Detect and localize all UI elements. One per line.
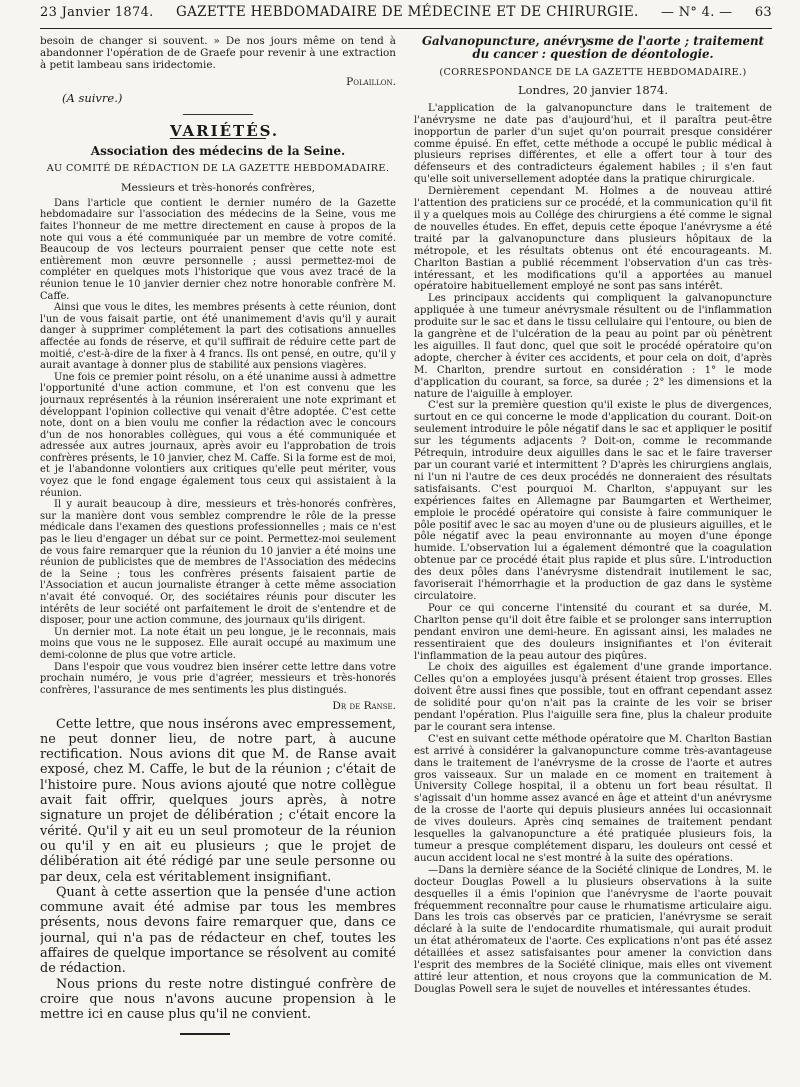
divider: [183, 114, 253, 115]
right-column: [414, 35, 772, 1075]
left-column: [40, 35, 396, 1075]
correspondence-label: (CORRESPONDANCE DE LA GAZETTE HEBDOMADAIRE.): [439, 67, 747, 78]
right-article-title: Galvanopuncture, anévrysme de l'aorte ; traitement du cancer : question de déontologie.: [421, 35, 765, 61]
body-paragraph: Pour ce qui concerne l'intensité du courant et sa durée, M. Charlton pense qu'il doit être faible et se prolonger sans interruption pendant environ une demi-heure. En agissant ainsi, les malades ne ressentiraient que des douleurs insignifiantes et l'on éviterait l'inflammation de la peau autour des piqûres.: [414, 602, 772, 662]
header-date: 23 Janvier 1874.: [40, 5, 154, 20]
body-paragraph: Dernièrement cependant M. Holmes a de nouveau attiré l'attention des praticiens sur ce procédé, et la communication qu'il fit il y a quelques mois au Collége des chirurgiens a été comme le signal de nouvelles études. En effet, depuis cette époque l'anévrysme a été traité par la galvanopuncture dans plusieurs hôpitaux de la métropole, et les résultats obtenus ont été encourageants. M. Charlton Bastian a publié récemment l'observation d'un cas très-intéressant, et les modifications qu'il a apportées au manuel opératoire habituellement employé ne sont pas sans intérêt.: [414, 186, 772, 293]
letter-paragraph: Dans l'espoir que vous voudrez bien insérer cette lettre dans votre prochain numéro, je vous prie d'agréer, messieurs et très-honorés confrères, l'assurance de mes sentiments les plus distingués.: [40, 661, 396, 696]
page-header: [40, 0, 772, 29]
issue-number: — N° 4. —: [661, 5, 733, 20]
body-paragraph: C'est en suivant cette méthode opératoire que M. Charlton Bastian est arrivé à considérer la galvanopuncture comme très-avantageuse dans le traitement de l'anévrysme de la crosse de l'aorte et autres gros vaisseaux. Sur un malade en ce moment en traitement à University College hospital, il a obtenu un fort beau résultat. Il s'agissait d'un homme assez avancé en âge et atteint d'un anévrysme de la crosse de l'aorte qui depuis plusieurs années lui occasionnait de vives douleurs. Après cinq semaines de traitement pendant lesquelles la galvanopuncture a été pratiquée plusieurs fois, la tumeur a presque complétement disparu, les douleurs ont cessé et aucun accident local ne s'est montré à la suite des opérations.: [414, 733, 772, 864]
section-title: VARIÉTÉS.: [170, 122, 280, 141]
response-paragraph: Cette lettre, que nous insérons avec empressement, ne peut donner lieu, de notre part, à aucune rectification. Nous avions dit que M. de Ranse avait exposé, chez M. Caffe, le but de la réunion ; c'était de l'histoire pure. Nous avions ajouté que notre collègue avait fait offrir, quelques jours après, à notre signature un projet de délibération ; c'était encore la vérité. Qu'il y ait eu un seul promoteur de la réunion ou qu'il y en ait eu plusieurs ; que le projet de délibération ait été rédigé par une seule personne ou par deux, cela est véritablement insignifiant.: [40, 716, 396, 885]
dateline: Londres, 20 janvier 1874.: [517, 82, 669, 97]
letter-body: [40, 198, 396, 697]
columns: [40, 35, 772, 1075]
body-paragraph: Le choix des aiguilles est également d'une grande importance. Celles qu'on a employées jusqu'à présent étaient trop grosses. Elles doivent être aussi fines que possible, tout en offrant cependant assez de solidité pour qu'on n'ait pas la crainte de les voir se briser pendant l'opération. Plus l'aiguille sera fine, plus la chaleur produite par le courant sera intense.: [414, 662, 772, 733]
journal-title: GAZETTE HEBDOMADAIRE DE MÉDECINE ET DE CHIRURGIE.: [176, 4, 639, 20]
letter-paragraph: Ainsi que vous le dites, les membres présents à cette réunion, dont l'un de vous faisait partie, ont été unanimement d'avis qu'il y aurait danger à supprimer complétement la part des cotisations annuelles affectée au fonds de réserve, et qu'il suffirait de réduire cette part de moitié, c'est-à-dire de la fixer à 4 francs. Ils ont pensé, en outre, qu'il y aurait avantage à donner plus de stabilité aux pensions viagères.: [40, 302, 396, 372]
body-paragraph: Les principaux accidents qui compliquent la galvanopuncture appliquée à une tumeur anévrysmale résultent ou de l'inflammation produite sur le sac et dans le tissu cellulaire qui l'entoure, ou bien de la gangrène et de l'ulcération de la peau au point par où pénètrent les aiguilles. Il faut donc, quel que soit le procédé opératoire qu'on adopte, chercher à éviter ces accidents, et pour cela on doit, d'après M. Charlton, prendre surtout en considération : 1° le mode d'application du courant, sa force, sa durée ; 2° les dimensions et la nature de l'aiguille à employer.: [414, 293, 772, 400]
body-paragraph: —Dans la dernière séance de la Société clinique de Londres, M. le docteur Douglas Powell a lu plusieurs observations à la suite desquelles il a émis l'opinion que l'anévrysme de l'aorte pouvait fréquemment reconnaître pour cause le rhumatisme articulaire aigu. Dans les trois cas observés par ce praticien, l'anévrysme se serait déclaré à la suite de l'endocardite rhumatismale, qui aurait produit un état athéromateux de l'aorte. Ces explications n'ont pas été assez détaillées et assez satisfaisantes pour amener la conviction dans l'esprit des membres de la Société clinique, mais elles ont vivement attiré leur attention, et nous croyons que la communication de M. Douglas Powell sera le sujet de nouvelles et intéressantes études.: [414, 864, 772, 995]
letter-paragraph: Il y aurait beaucoup à dire, messieurs et très-honorés confrères, sur la manière dont vous semblez comprendre le rôle de la presse médicale dans l'examen des questions professionnelles ; mais ce n'est pas le lieu d'engager un débat sur ce point. Permettez-moi seulement de vous faire remarquer que la réunion du 10 janvier a été moins une réunion de publicistes que de membres de l'Association des médecins de la Seine ; tous les confrères présents faisaient partie de l'Association et aucun journaliste étranger à cette même association n'avait été convoqué. Or, des sociétaires réunis pour discuter les intérêts de leur société ont parfaitement le droit de s'entendre et de disposer, pour une action commune, des journaux qu'ils dirigent.: [40, 499, 396, 627]
editorial-response: [40, 717, 396, 1023]
salutation: Messieurs et très-honorés confrères,: [120, 181, 316, 194]
letter-paragraph: Une fois ce premier point résolu, on a été unanime aussi à admettre l'opportunité d'une action commune, et l'on est convenu que les journaux représentés à la réunion inséreraient une note exprimant et développant l'opinion collective qui venait d'être adoptée. C'est cette note, dont on a bien voulu me confier la rédaction avec le concours d'un de nos honorables collègues, qui vous a été communiquée et adressée aux autres journaux, après avoir eu l'approbation de trois confrères présents, le 10 janvier, chez M. Caffe. Si la forme est de moi, et je l'abandonne volontiers aux critiques qu'elle peut mériter, vous voyez que le fond engage également tous ceux qui assistaient à la réunion.: [40, 371, 396, 499]
body-paragraph: L'application de la galvanopuncture dans le traitement de l'anévrysme ne date pas d'aujourd'hui, et il paraîtra peut-être inopportun de parler d'un sujet qu'on pourrait presque considérer comme épuisé. En effet, cette méthode a occupé le public médical à plusieurs reprises différentes, et elle a offert tour à tour des défenseurs et des contradicteurs également habiles ; il s'en faut qu'elle soit universellement adoptée dans la pratique chirurgicale.: [414, 102, 772, 186]
letter-paragraph: Dans l'article que contient le dernier numéro de la Gazette hebdomadaire sur l'association des médecins de la Seine, vous me faites l'honneur de me mettre directement en cause à propos de la note qui vous a été communiquée par un membre de votre comité. Beaucoup de vos lecteurs pourraient penser que cette note est entièrement mon œuvre personnelle ; aussi permettez-moi de compléter en quelques mots l'historique que vous avez tracé de la réunion tenue le 10 janvier dernier chez notre honorable confrère M. Caffe.: [40, 197, 396, 302]
response-paragraph: Nous prions du reste notre distingué confrère de croire que nous n'avons aucune propension à le mettre ici en cause plus qu'il ne convient.: [40, 976, 396, 1023]
intro-paragraph: besoin de changer si souvent. » De nos jours même on tend à abandonner l'opération de de Graefe pour revenir à une extraction à petit lambeau sans iridectomie.: [40, 35, 396, 72]
letter-signature: Dr de Ranse.: [332, 700, 396, 713]
to-be-continued: (A suivre.): [62, 90, 123, 105]
subheading: AU COMITÉ DE RÉDACTION DE LA GAZETTE HEBDOMADAIRE.: [46, 163, 390, 175]
body-paragraph: C'est sur la première question qu'il existe le plus de divergences, surtout en ce qui concerne le mode d'application du courant. Doit-on seulement introduire le pôle négatif dans le sac et appliquer le positif sur les téguments adjacents ? Doit-on, comme le recommande Pétrequin, introduire deux aiguilles dans le sac et le faire traverser par un courant varié et intermittent ? D'après les chirurgiens anglais, ni l'un ni l'autre de ces deux procédés ne donneraient des résultats satisfaisants. C'est pourquoi M. Charlton, s'appuyant sur les expériences faites en Allemagne par Baumgarten et Wertheimer, emploie le procédé opératoire qui consiste à faire communiquer le pôle positif avec le sac au moyen d'une ou de plusieurs aiguilles, et le pôle négatif avec la peau environnante au moyen d'une éponge humide. L'observation lui a également démontré que la coagulation obtenue par ce procédé était plus rapide et plus sûre. L'introduction des deux pôles dans l'anévrysme distendrait inutilement le sac, favoriserait l'hémorrhagie et la production de gaz dans le système circulatoire.: [414, 400, 772, 602]
intro-signature: Polaillon.: [346, 75, 396, 88]
response-paragraph: Quant à cette assertion que la pensée d'une action commune avait été admise par tous les membres présents, nous devons faire remarquer que, dans ce journal, qui n'a pas de rédacteur en chef, toutes les affaires de quelque importance se résolvent au comité de rédaction.: [40, 884, 396, 977]
page-number: 63: [754, 5, 772, 20]
letter-paragraph: Un dernier mot. La note était un peu longue, je le reconnais, mais moins que vous ne le supposez. Elle aurait occupé au maximum une demi-colonne de plus que votre article.: [40, 626, 396, 661]
end-rule: [180, 1033, 230, 1035]
article-title: Association des médecins de la Seine.: [90, 144, 346, 159]
